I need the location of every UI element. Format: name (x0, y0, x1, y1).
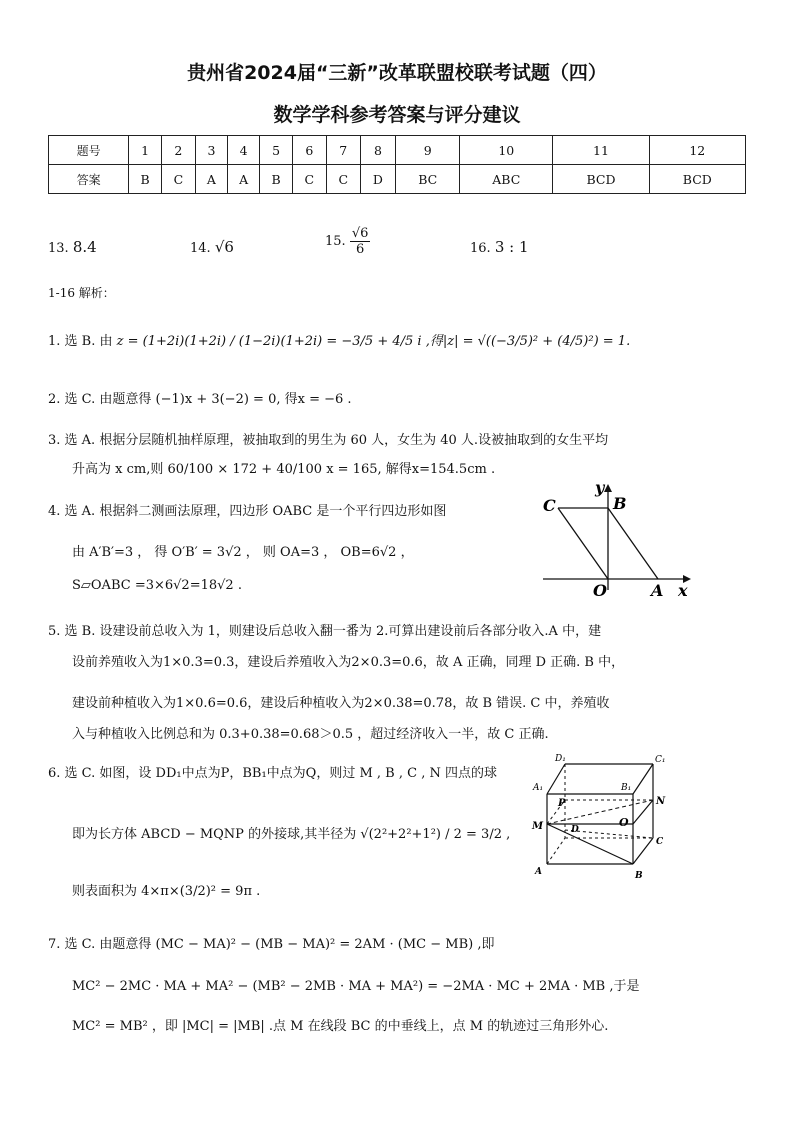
solution-1: 1. 选 B. 由 z = (1+2i)(1+2i) / (1−2i)(1+2i) = −3/5 + 4/5 i ,得|z| = √((−3/5)² + (4/5)²) = 1. (48, 334, 631, 349)
label-b: B (635, 871, 643, 881)
label-o: O (619, 816, 629, 829)
segment-co (558, 508, 608, 579)
cell-answer: B (260, 165, 293, 194)
q15-fraction: $\frac{√6}{6}$ (351, 226, 369, 257)
solution-5-line1: 5. 选 B. 设建设前总收入为 1，则建设后总收入翻一番为 2.可算出建设前后各部分收入.A 中，建 (48, 624, 602, 639)
doc-title: 贵州省2024届“三新”改革联盟校联考试题（四） (187, 62, 607, 84)
cell-answer: ABC (460, 165, 553, 194)
label-o: O (593, 581, 607, 600)
cell-number: 12 (649, 136, 745, 165)
edge-a1d1 (547, 764, 565, 794)
label-b1: B₁ (621, 783, 632, 793)
row-label-answer: 答案 (49, 165, 129, 194)
cell-answer: BCD (649, 165, 745, 194)
solution-4-line3: S▱OABC =3×6√2=18√2 . (72, 578, 242, 593)
cell-answer: BCD (553, 165, 649, 194)
cell-number: 10 (460, 136, 553, 165)
label-p: P (558, 798, 566, 809)
label-a: A (651, 581, 664, 600)
solution-7-line3: MC² = MB² ，即 |MC| = |MB| .点 M 在线段 BC 的中垂线上，点 M 的轨迹过三角形外心. (72, 1019, 609, 1034)
label-c1: C₁ (655, 755, 666, 765)
solution-2: 2. 选 C. 由题意得 (−1)x + 3(−2) = 0, 得x = −6 . (48, 392, 352, 407)
segment-ba (608, 508, 658, 579)
solution-7-line2: MC² − 2MC · MA + MA² − (MB² − 2MB · MA + MA²) = −2MA · MC + 2MA · MB ,于是 (72, 979, 640, 994)
solution-7-line1: 7. 选 C. 由题意得 (MC − MA)² − (MB − MA)² = 2AM · (MC − MB) ,即 (48, 937, 495, 952)
table-row-answers (49, 165, 746, 194)
edge-bc (633, 838, 653, 864)
label-b: B (613, 494, 627, 513)
cell-answer: A (195, 165, 227, 194)
diagonal-mb (547, 824, 633, 864)
cell-number: 2 (161, 136, 195, 165)
solution-5-line2: 设前养殖收入为1×0.3=0.3，建设后养殖收入为2×0.3=0.6，故 A 正确，同理 D 正确. B 中， (72, 655, 625, 670)
label-a1: A₁ (533, 783, 544, 793)
solutions-header: 1-16 解析： (48, 286, 115, 300)
solution-6-line3: 则表面积为 4×π×(3/2)² = 9π . (72, 884, 261, 899)
cell-number: 6 (292, 136, 326, 165)
q13-answer: 13. 8.4 (48, 238, 97, 256)
edge-ad (547, 838, 565, 864)
label-x: x (678, 581, 688, 600)
q14-answer: 14. √6 (190, 238, 234, 256)
label-d: D (571, 825, 579, 835)
label-c: C (656, 837, 664, 847)
figure-cuboid (525, 748, 675, 883)
solution-5-line4: 入与种植收入比例总和为 0.3+0.38=0.68＞0.5 ，超过经济收入一半，故 C 正确. (72, 727, 549, 742)
cell-number: 3 (195, 136, 227, 165)
label-c: C (543, 496, 556, 515)
edge-b1c1 (633, 764, 653, 794)
solution-3-line1: 3. 选 A. 根据分层随机抽样原理，被抽取到的男生为 60 人，女生为 40 人.设被抽取到的女生平均 (48, 433, 609, 448)
cell-answer: C (161, 165, 195, 194)
solution-3-line2: 升高为 x cm,则 60/100 × 172 + 40/100 x = 165, 解得x=154.5cm . (72, 462, 496, 477)
label-d1: D₁ (555, 754, 566, 764)
cell-answer: B (129, 165, 162, 194)
cell-number: 11 (553, 136, 649, 165)
cell-number: 4 (228, 136, 260, 165)
cell-answer: C (292, 165, 326, 194)
solution-4-line2: 由 A′B′=3 ， 得 O′B′ = 3√2 ， 则 OA=3 ， OB=6√2 ， (72, 545, 414, 560)
solution-6-line2: 即为长方体 ABCD − MQNP 的外接球,其半径为 √(2²+2²+1²) / 2 = 3/2 , (72, 827, 511, 842)
cell-number: 8 (360, 136, 395, 165)
table-row-numbers (49, 136, 746, 165)
doc-subtitle: 数学学科参考答案与评分建议 (273, 104, 521, 126)
cell-number: 1 (129, 136, 162, 165)
cell-answer: A (228, 165, 260, 194)
q15-answer: 15. $\frac{√6}{6}$ (325, 226, 369, 257)
solution-5-line3: 建设前种植收入为1×0.6=0.6，建设后种植收入为2×0.38=0.78，故 B 错误. C 中，养殖收 (72, 696, 610, 711)
cell-answer: D (360, 165, 395, 194)
y-axis-arrow (604, 484, 612, 492)
cell-number: 5 (260, 136, 293, 165)
label-n: N (656, 796, 666, 807)
label-m: M (532, 821, 544, 832)
cell-answer: BC (396, 165, 460, 194)
cell-answer: C (326, 165, 360, 194)
solution-6-line1: 6. 选 C. 如图，设 DD₁中点为P，BB₁中点为Q，则过 M , B , C , N 四点的球 (48, 766, 497, 781)
q16-answer: 16. 3 : 1 (470, 238, 529, 256)
row-label-number: 题号 (49, 136, 129, 165)
solution-4-line1: 4. 选 A. 根据斜二测画法原理，四边形 OABC 是一个平行四边形如图 (48, 504, 447, 519)
cell-number: 9 (396, 136, 460, 165)
cell-number: 7 (326, 136, 360, 165)
label-a: A (535, 867, 542, 877)
label-y: y (595, 478, 605, 497)
figure-parallelogram (535, 478, 700, 603)
answer-table (48, 135, 746, 194)
